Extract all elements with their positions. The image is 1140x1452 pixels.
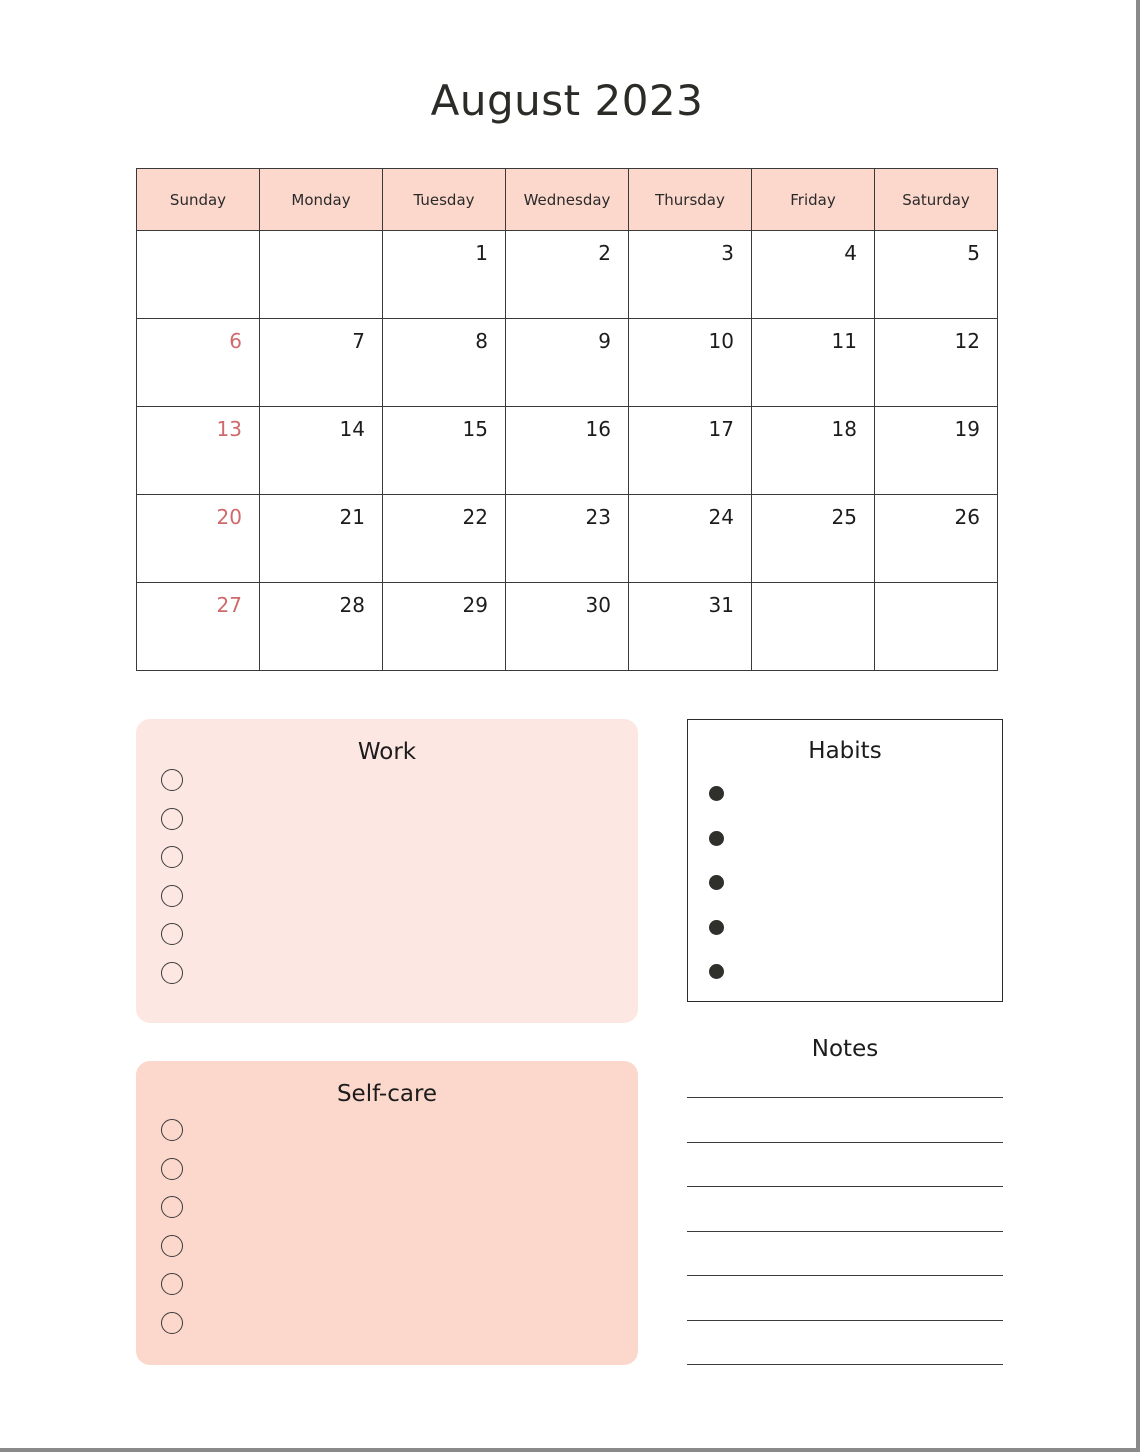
calendar-day-cell[interactable] — [629, 319, 752, 407]
day-number: 31 — [708, 593, 734, 617]
work-checkbox[interactable] — [161, 923, 183, 945]
day-number: 11 — [831, 329, 857, 353]
calendar-day-cell[interactable] — [875, 583, 998, 671]
work-section — [136, 719, 638, 1023]
calendar-week-row — [137, 583, 998, 671]
work-checkbox[interactable] — [161, 962, 183, 984]
calendar-day-cell[interactable] — [629, 407, 752, 495]
work-checkbox[interactable] — [161, 885, 183, 907]
day-number — [980, 592, 997, 602]
day-number: 21 — [339, 505, 365, 529]
day-number: 6 — [229, 329, 242, 353]
calendar-day-cell[interactable] — [875, 407, 998, 495]
work-title: Work — [357, 739, 417, 765]
calendar-day-cell[interactable] — [137, 231, 260, 319]
work-checklist — [161, 769, 183, 1000]
calendar-week-row — [137, 231, 998, 319]
work-checkbox[interactable] — [161, 846, 183, 868]
habit-bullet-icon — [709, 920, 724, 935]
day-number: 2 — [598, 241, 611, 265]
weekday-header: Friday — [752, 169, 875, 231]
note-line[interactable] — [687, 1231, 1003, 1232]
calendar-day-cell[interactable] — [629, 495, 752, 583]
day-number: 13 — [216, 417, 242, 441]
habit-bullet-icon — [709, 875, 724, 890]
habits-section — [687, 719, 1003, 1002]
work-checkbox[interactable] — [161, 769, 183, 791]
note-line[interactable] — [687, 1275, 1003, 1276]
habit-bullet-icon — [709, 831, 724, 846]
note-line[interactable] — [687, 1320, 1003, 1321]
habit-bullet-icon — [709, 964, 724, 979]
day-number: 18 — [831, 417, 857, 441]
weekday-header: Monday — [260, 169, 383, 231]
day-number: 7 — [352, 329, 365, 353]
habits-title: Habits — [808, 738, 882, 764]
weekday-header: Saturday — [875, 169, 998, 231]
day-number: 12 — [954, 329, 980, 353]
selfcare-title: Self-care — [336, 1081, 438, 1107]
calendar-day-cell[interactable] — [137, 583, 260, 671]
day-number: 3 — [721, 241, 734, 265]
calendar-day-cell[interactable] — [506, 319, 629, 407]
calendar-day-cell[interactable] — [506, 407, 629, 495]
calendar-day-cell[interactable] — [260, 407, 383, 495]
weekday-header-row — [137, 169, 998, 231]
calendar-day-cell[interactable] — [506, 495, 629, 583]
selfcare-checklist — [161, 1119, 183, 1350]
calendar-grid — [136, 168, 998, 671]
note-line[interactable] — [687, 1186, 1003, 1187]
day-number: 15 — [462, 417, 488, 441]
day-number: 29 — [462, 593, 488, 617]
calendar-day-cell[interactable] — [137, 495, 260, 583]
calendar-day-cell[interactable] — [629, 231, 752, 319]
selfcare-checkbox[interactable] — [161, 1196, 183, 1218]
work-checkbox[interactable] — [161, 808, 183, 830]
calendar-day-cell[interactable] — [506, 231, 629, 319]
calendar-day-cell[interactable] — [383, 231, 506, 319]
calendar-day-cell[interactable] — [752, 583, 875, 671]
calendar-day-cell[interactable] — [629, 583, 752, 671]
habit-bullet-icon — [709, 786, 724, 801]
day-number — [242, 240, 259, 250]
calendar-week-row — [137, 407, 998, 495]
calendar-day-cell[interactable] — [260, 495, 383, 583]
selfcare-checkbox[interactable] — [161, 1235, 183, 1257]
calendar-day-cell[interactable] — [383, 319, 506, 407]
day-number: 14 — [339, 417, 365, 441]
calendar-day-cell[interactable] — [875, 231, 998, 319]
day-number: 9 — [598, 329, 611, 353]
weekday-header: Sunday — [137, 169, 260, 231]
day-number: 19 — [954, 417, 980, 441]
page-title: August 2023 — [430, 76, 704, 125]
note-line[interactable] — [687, 1364, 1003, 1365]
day-number: 5 — [967, 241, 980, 265]
day-number: 30 — [585, 593, 611, 617]
selfcare-section — [136, 1061, 638, 1365]
day-number: 10 — [708, 329, 734, 353]
calendar-day-cell[interactable] — [752, 495, 875, 583]
calendar-day-cell[interactable] — [137, 407, 260, 495]
day-number: 25 — [831, 505, 857, 529]
note-line[interactable] — [687, 1142, 1003, 1143]
calendar-day-cell[interactable] — [875, 319, 998, 407]
calendar-day-cell[interactable] — [752, 319, 875, 407]
day-number: 26 — [954, 505, 980, 529]
weekday-header: Tuesday — [383, 169, 506, 231]
calendar-day-cell[interactable] — [506, 583, 629, 671]
day-number: 27 — [216, 593, 242, 617]
calendar-day-cell[interactable] — [383, 583, 506, 671]
day-number — [857, 592, 874, 602]
day-number — [365, 240, 382, 250]
day-number: 4 — [844, 241, 857, 265]
habits-list — [709, 786, 724, 1009]
note-line[interactable] — [687, 1097, 1003, 1098]
day-number: 17 — [708, 417, 734, 441]
calendar-day-cell[interactable] — [383, 407, 506, 495]
selfcare-checkbox[interactable] — [161, 1312, 183, 1334]
day-number: 20 — [216, 505, 242, 529]
calendar-day-cell[interactable] — [260, 583, 383, 671]
calendar-day-cell[interactable] — [752, 407, 875, 495]
day-number: 22 — [462, 505, 488, 529]
calendar-day-cell[interactable] — [383, 495, 506, 583]
calendar-week-row — [137, 319, 998, 407]
weekday-header: Wednesday — [506, 169, 629, 231]
calendar-day-cell[interactable] — [137, 319, 260, 407]
day-number: 24 — [708, 505, 734, 529]
selfcare-checkbox[interactable] — [161, 1158, 183, 1180]
selfcare-checkbox[interactable] — [161, 1119, 183, 1141]
selfcare-checkbox[interactable] — [161, 1273, 183, 1295]
day-number: 1 — [475, 241, 488, 265]
day-number: 8 — [475, 329, 488, 353]
day-number: 23 — [585, 505, 611, 529]
calendar-day-cell[interactable] — [752, 231, 875, 319]
day-number: 16 — [585, 417, 611, 441]
calendar-week-row — [137, 495, 998, 583]
weekday-header: Thursday — [629, 169, 752, 231]
calendar-day-cell[interactable] — [260, 231, 383, 319]
notes-title: Notes — [811, 1036, 879, 1062]
calendar-day-cell[interactable] — [875, 495, 998, 583]
day-number: 28 — [339, 593, 365, 617]
calendar-day-cell[interactable] — [260, 319, 383, 407]
